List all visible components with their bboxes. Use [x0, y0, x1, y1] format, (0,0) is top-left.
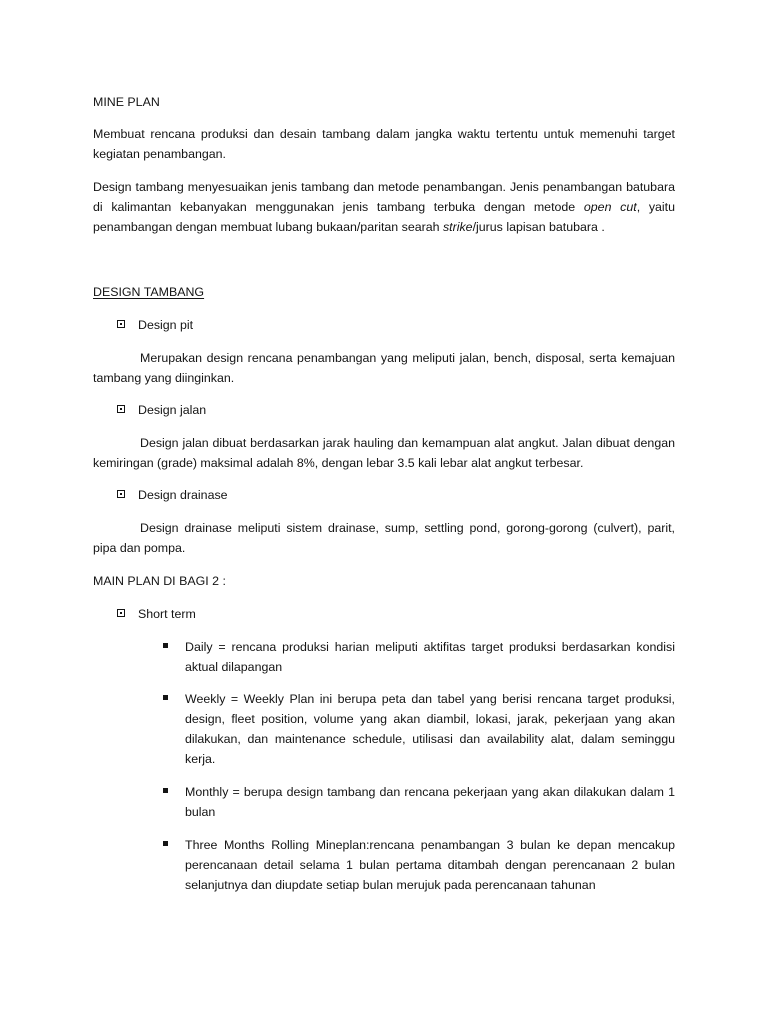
- design-drainase-body: Design drainase meliputi sistem drainase, sump, settling pond, gorong-gorong (culvert), parit, pipa dan pompa.: [93, 521, 675, 555]
- square-bullet-icon: [163, 695, 168, 700]
- square-bullet-icon: [163, 841, 168, 846]
- intro-em-strike: strike: [442, 220, 473, 234]
- design-pit-body: Merupakan design rencana penambangan yang meliputi jalan, bench, disposal, serta kemajuan tambang yang diinginkan.: [93, 351, 675, 385]
- main-plan-heading: MAIN PLAN DI BAGI 2 :: [93, 574, 226, 588]
- intro-text-1: Design tambang menyesuaikan jenis tambang dan metode penambangan. Jenis penambangan batubara di kalimantan kebanyakan menggunakan jenis tambang terbuka dengan metode: [93, 180, 675, 214]
- design-jalan-body: Design jalan dibuat berdasarkan jarak hauling dan kemampuan alat angkut. Jalan dibuat dengan kemiringan (grade) maksimal adalah 8%, dengan lebar 3.5 kali lebar alat angkut terbesar.: [93, 436, 675, 470]
- list-item-text: Daily = rencana produksi harian meliputi aktifitas target produksi berdasarkan kondisi aktual dilapangan: [185, 640, 675, 674]
- bullet-label: Design jalan: [138, 403, 207, 417]
- design-section-heading: [93, 282, 675, 302]
- intro-paragraph-2: [93, 177, 675, 237]
- square-bullet-icon: [163, 788, 168, 793]
- intro-text-2: , yaitu penambangan dengan membuat lubang bukaan/paritan searah: [93, 200, 675, 234]
- list-item-three-months: [163, 835, 675, 895]
- square-bullet-icon: [163, 643, 168, 648]
- bullet-label: Design pit: [138, 318, 194, 332]
- list-item-text: Weekly = Weekly Plan ini berupa peta dan tabel yang berisi rencana target produksi, design, fleet position, volume yang akan diambil, lokasi, jarak, pekerjaan yang akan dilakukan, dan maintenance schedule, utilisasi dan availability alat, dalam seminggu kerja.: [185, 692, 675, 766]
- box-bullet-icon: [117, 609, 125, 617]
- design-section-heading-text: DESIGN TAMBANG: [93, 285, 205, 299]
- list-item-text: Three Months Rolling Mineplan:rencana penambangan 3 bulan ke depan mencakup perencanaan detail selama 1 bulan pertama ditambah dengan perencanaan 2 bulan selanjutnya dan diupdate setiap bulan merujuk pada perencanaan tahunan: [185, 838, 675, 892]
- intro-text-3: /jurus lapisan batubara .: [472, 220, 605, 234]
- intro-em-open-cut: open cut: [583, 200, 637, 214]
- list-item-weekly: [163, 689, 675, 769]
- list-item-text: Monthly = berupa design tambang dan rencana pekerjaan yang akan dilakukan dalam 1 bulan: [185, 785, 675, 819]
- box-bullet-icon: [117, 320, 125, 328]
- bullet-label: Short term: [138, 607, 196, 621]
- bullet-label: Design drainase: [138, 488, 228, 502]
- list-item-monthly: [163, 782, 675, 822]
- box-bullet-icon: [117, 490, 125, 498]
- list-item-daily: [163, 637, 675, 677]
- intro-paragraph-1: Membuat rencana produksi dan desain tambang dalam jangka waktu tertentu untuk memenuhi target kegiatan penambangan.: [93, 127, 675, 161]
- page-title: MINE PLAN: [93, 95, 160, 109]
- box-bullet-icon: [117, 405, 125, 413]
